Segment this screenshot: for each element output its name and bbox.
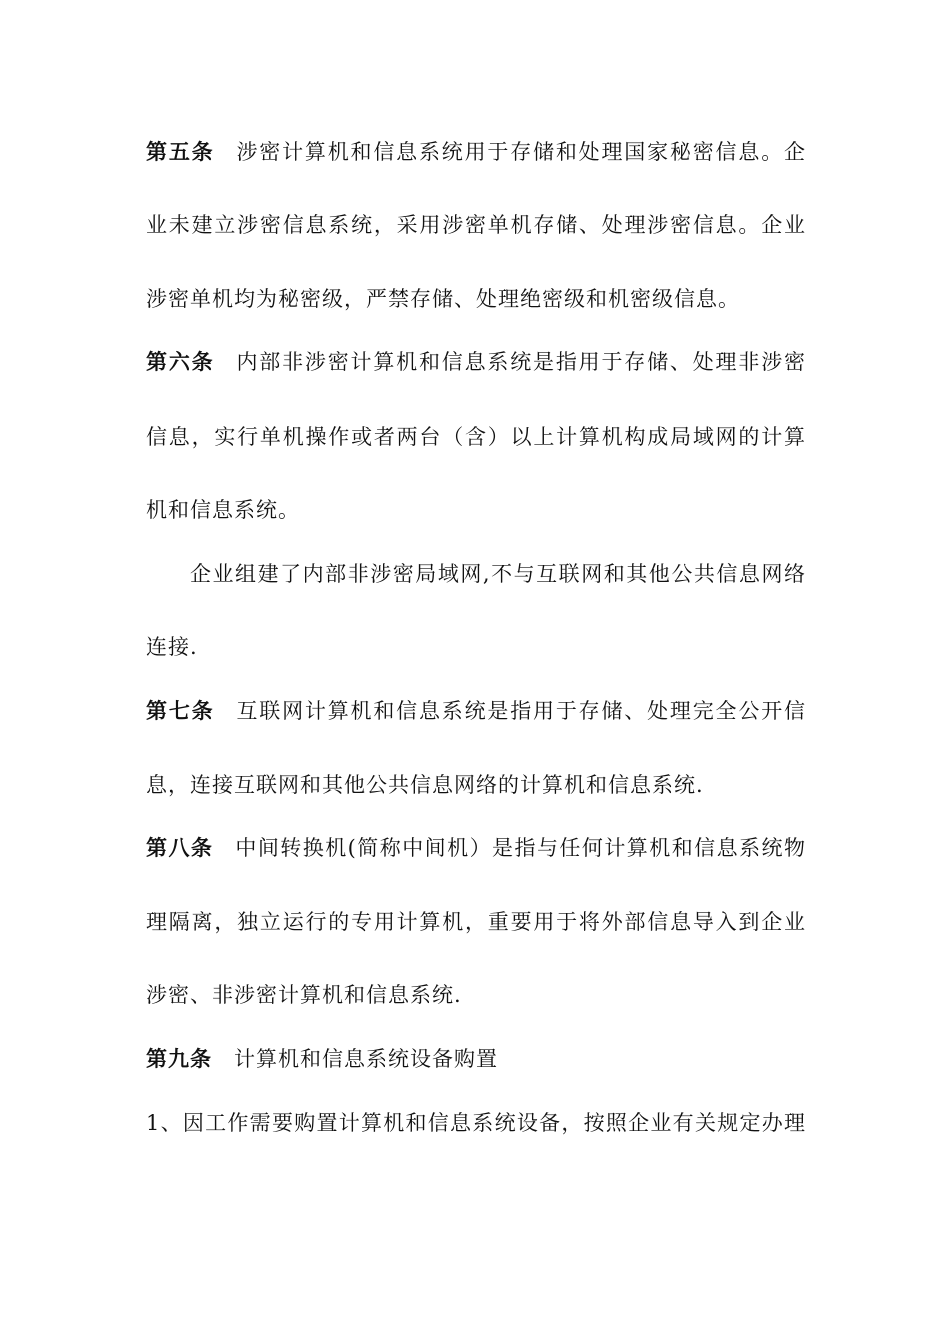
article-5-line-1 <box>146 136 806 168</box>
article-6-label: 第六条 <box>146 349 215 374</box>
article-7-line-1 <box>146 695 806 727</box>
article-6-paragraph-2-line-2: 连接. <box>146 635 198 659</box>
article-8-text-1: 中间转换机(简称中间机）是指与任何计算机和信息系统物 <box>235 836 806 860</box>
article-8-line-2: 理隔离，独立运行的专用计算机，重要用于将外部信息导入到企业 <box>146 910 806 934</box>
article-7-label: 第七条 <box>146 698 215 723</box>
article-6-line-2: 信息，实行单机操作或者两台（含）以上计算机构成局域网的计算 <box>146 425 806 449</box>
article-9-text-1: 计算机和信息系统设备购置 <box>234 1047 498 1071</box>
article-6-paragraph-2-line-1: 企业组建了内部非涉密局域网,不与互联网和其他公共信息网络 <box>190 562 806 586</box>
article-5-line-3: 涉密单机均为秘密级，严禁存储、处理绝密级和机密级信息。 <box>146 287 740 311</box>
article-5-label: 第五条 <box>146 139 215 164</box>
article-6-line-3: 机和信息系统。 <box>146 498 300 522</box>
article-9-line-1 <box>146 1043 806 1075</box>
article-7-text-1: 互联网计算机和信息系统是指用于存储、处理完全公开信 <box>236 699 807 723</box>
article-8-line-3: 涉密、非涉密计算机和信息系统. <box>146 983 462 1007</box>
article-9-label: 第九条 <box>146 1046 212 1071</box>
article-5-line-2: 业未建立涉密信息系统，采用涉密单机存储、处理涉密信息。企业 <box>146 213 806 237</box>
article-9-item-1: 1、因工作需要购置计算机和信息系统设备，按照企业有关规定办理 <box>146 1111 806 1135</box>
article-6-text-1: 内部非涉密计算机和信息系统是指用于存储、处理非涉密 <box>236 350 807 374</box>
article-5-text-1: 涉密计算机和信息系统用于存储和处理国家秘密信息。企 <box>236 140 807 164</box>
article-8-label: 第八条 <box>146 835 214 860</box>
article-7-line-2: 息，连接互联网和其他公共信息网络的计算机和信息系统. <box>146 773 704 797</box>
article-8-line-1 <box>146 832 806 864</box>
article-6-line-1 <box>146 346 806 378</box>
